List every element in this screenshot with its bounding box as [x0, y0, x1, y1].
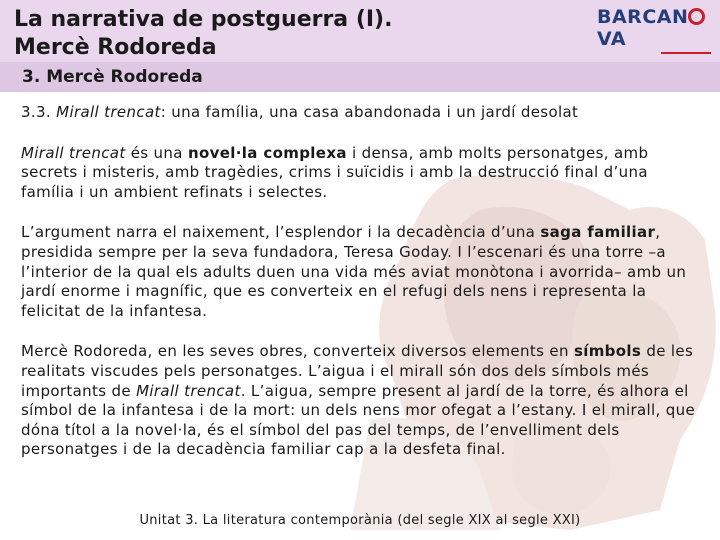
section-title: 3. Mercè Rodoreda	[22, 67, 203, 87]
main-content	[21, 103, 699, 481]
emphasis: novel·la complexa	[187, 143, 347, 162]
work-title: Mirall trencat	[136, 381, 241, 400]
work-title: Mirall trencat	[56, 103, 161, 121]
subsection-heading	[21, 103, 699, 123]
paragraph-text: L’argument narra el naixement, l’esplendor i la decadència d’una	[21, 223, 541, 242]
header-bar	[0, 0, 720, 66]
work-title: Mirall trencat	[21, 143, 126, 162]
logo-subline	[661, 52, 711, 61]
emphasis: saga familiar	[540, 223, 656, 242]
paragraph-3	[21, 342, 699, 460]
paragraph-text: i densa, amb molts personatges, amb secrets i misteris, amb tragèdies, crims i suïcidis i amb la destrucció final d’una família i un ambient refinats i selectes.	[21, 143, 649, 201]
paragraph-text: és una	[125, 143, 188, 162]
paragraph-text: Mercè Rodoreda, en les seves obres, converteix diversos elements en	[21, 342, 574, 361]
page-title-line-2: Mercè Rodoreda	[14, 35, 217, 60]
paragraph-text: , presidida sempre per la seva fundadora, Teresa Goday. I l’escenari és una torre –a l’interior de la qual els adults duen una vida més aviat monòtona i avorrida– amb un jardí enorme i magnífic, que es converteix en el refugi dels nens i representa la felicitat de la infantesa.	[21, 223, 687, 320]
page-title-line-1: La narrativa de postguerra (I).	[14, 7, 393, 32]
paragraph-text: de les realitats viscudes pels personatges. L’aigua i el mirall són dos dels símbols més importants de	[21, 342, 694, 400]
subsection-number: 3.3.	[21, 103, 57, 121]
logo-wordmark: BARCANVA	[597, 6, 713, 50]
subsection-heading-text: : una família, una casa abandonada i un jardí desolat	[160, 103, 579, 121]
footer-caption: Unitat 3. La literatura contemporània (del segle XIX al segle XXI)	[139, 513, 581, 528]
paragraph-1	[21, 144, 699, 203]
paragraph-text: . L’aigua, sempre present al jardí de la torre, és alhora el símbol de la infantesa i de la mort: un dels nens mor ofegat a l’estany. I el mirall, que dóna títol a la novel·la, és el símbol del pas del temps, de l’envelliment dels personatges i de la decadència familiar cap a la desfeta final.	[21, 381, 696, 459]
barcanova-logo	[597, 6, 713, 50]
section-bar	[0, 62, 720, 92]
emphasis: símbols	[573, 342, 642, 361]
paragraph-2	[21, 223, 699, 321]
page-title	[14, 6, 392, 62]
